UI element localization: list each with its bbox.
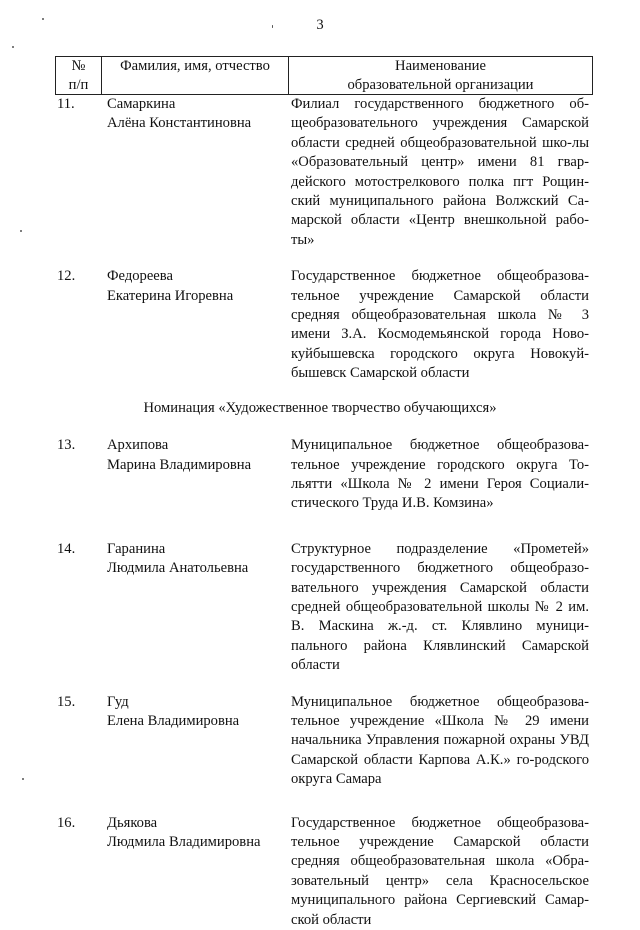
- entry-number: 16.: [57, 814, 76, 831]
- list-item: [0, 814, 640, 930]
- participant-given-names: Людмила Владимировна: [107, 834, 261, 850]
- participant-surname: Самаркина: [107, 96, 176, 112]
- header-cell-name: [102, 57, 289, 95]
- header-name-label: Фамилия, имя, отчество: [120, 58, 270, 74]
- scan-speck: [272, 25, 273, 28]
- scan-speck: [12, 46, 14, 48]
- participant-given-names: Марина Владимировна: [107, 456, 252, 473]
- organization-name: Структурное подразделение «Прометей» государственного бюджетного общеобразо-вательного учреждения Самарской области средней общеобразовательной школы № 2 им. В. Маскина ж.-д. ст. Клявлино муници-пального района Клявлинский Самарской области: [291, 540, 589, 674]
- header-org-label-2: образовательной организации: [347, 76, 534, 93]
- header-number-abbr: п/п: [68, 76, 89, 93]
- entry-number: 14.: [57, 540, 76, 557]
- header-cell-number: [56, 57, 102, 95]
- participant-given-names: Екатерина Игоревна: [107, 287, 234, 304]
- participant-surname: Федореева: [107, 268, 173, 285]
- participant-name: [107, 267, 287, 306]
- participant-name: [107, 814, 287, 853]
- participant-name: [107, 693, 287, 732]
- list-item: [0, 540, 640, 676]
- participant-list: [0, 95, 640, 930]
- entry-number: 15.: [57, 693, 76, 710]
- scan-speck: [42, 18, 44, 20]
- organization-name: Государственное бюджетное общеобразова-тельное учреждение Самарской области средняя общеобразовательная школа «Обра-зовательный центр» села Красносельское муниципального района Сергиевский Самар-ской области: [291, 814, 589, 928]
- participant-surname: Гаранина: [107, 540, 166, 557]
- nomination-heading: Номинация «Художественное творчество обучающихся»: [143, 399, 497, 416]
- participant-given-names: Людмила Анатольевна: [107, 560, 249, 577]
- list-item: [0, 267, 640, 383]
- scan-speck: [20, 230, 22, 232]
- page-number: 3: [316, 17, 324, 33]
- participant-surname: Дьякова: [107, 814, 158, 831]
- entry-number: 12.: [57, 268, 76, 285]
- entry-number: 11.: [57, 96, 75, 112]
- participant-name: [107, 95, 287, 134]
- table-header: [55, 56, 593, 95]
- list-item: [0, 95, 640, 250]
- scan-speck: [22, 778, 24, 780]
- organization-name: Муниципальное бюджетное общеобразова-тельное учреждение городского округа То-льятти «Школа № 2 имени Героя Социали-стического Труда И.В. Комзина»: [291, 437, 589, 512]
- participant-surname: Гуд: [107, 693, 129, 710]
- organization-name: Филиал государственного бюджетного об-щеобразовательного учреждения Самарской области средней общеобразовательной шко-лы «Образовательный центр» имени 81 гвар-дейского мотострелкового полка пгт Рощин-ский муниципального района Волжский Са-марской области «Центр внешкольной рабо-ты»: [291, 96, 589, 248]
- participant-given-names: Алёна Константиновна: [107, 115, 252, 132]
- list-item: [0, 436, 640, 514]
- organization-name: Муниципальное бюджетное общеобразова-тельное учреждение «Школа № 29 имени начальника Управления пожарной охраны УВД Самарской области Карпова А.К.» го-родского округа Самара: [291, 693, 589, 788]
- organization-name: Государственное бюджетное общеобразова-тельное учреждение Самарской области средняя общеобразовательная школа № 3 имени З.А. Космодемьянской города Ново-куйбышевска городского округа Новокуй-бышевск Самарской области: [291, 268, 589, 382]
- header-number-sign: №: [71, 58, 86, 74]
- header-cell-organization: [289, 57, 593, 95]
- participant-surname: Архипова: [107, 437, 169, 454]
- participant-name: [107, 436, 287, 475]
- participant-name: [107, 540, 287, 579]
- header-org-label-1: Наименование: [395, 58, 486, 74]
- list-item: [0, 693, 640, 790]
- entry-number: 13.: [57, 437, 76, 454]
- participant-given-names: Елена Владимировна: [107, 712, 240, 729]
